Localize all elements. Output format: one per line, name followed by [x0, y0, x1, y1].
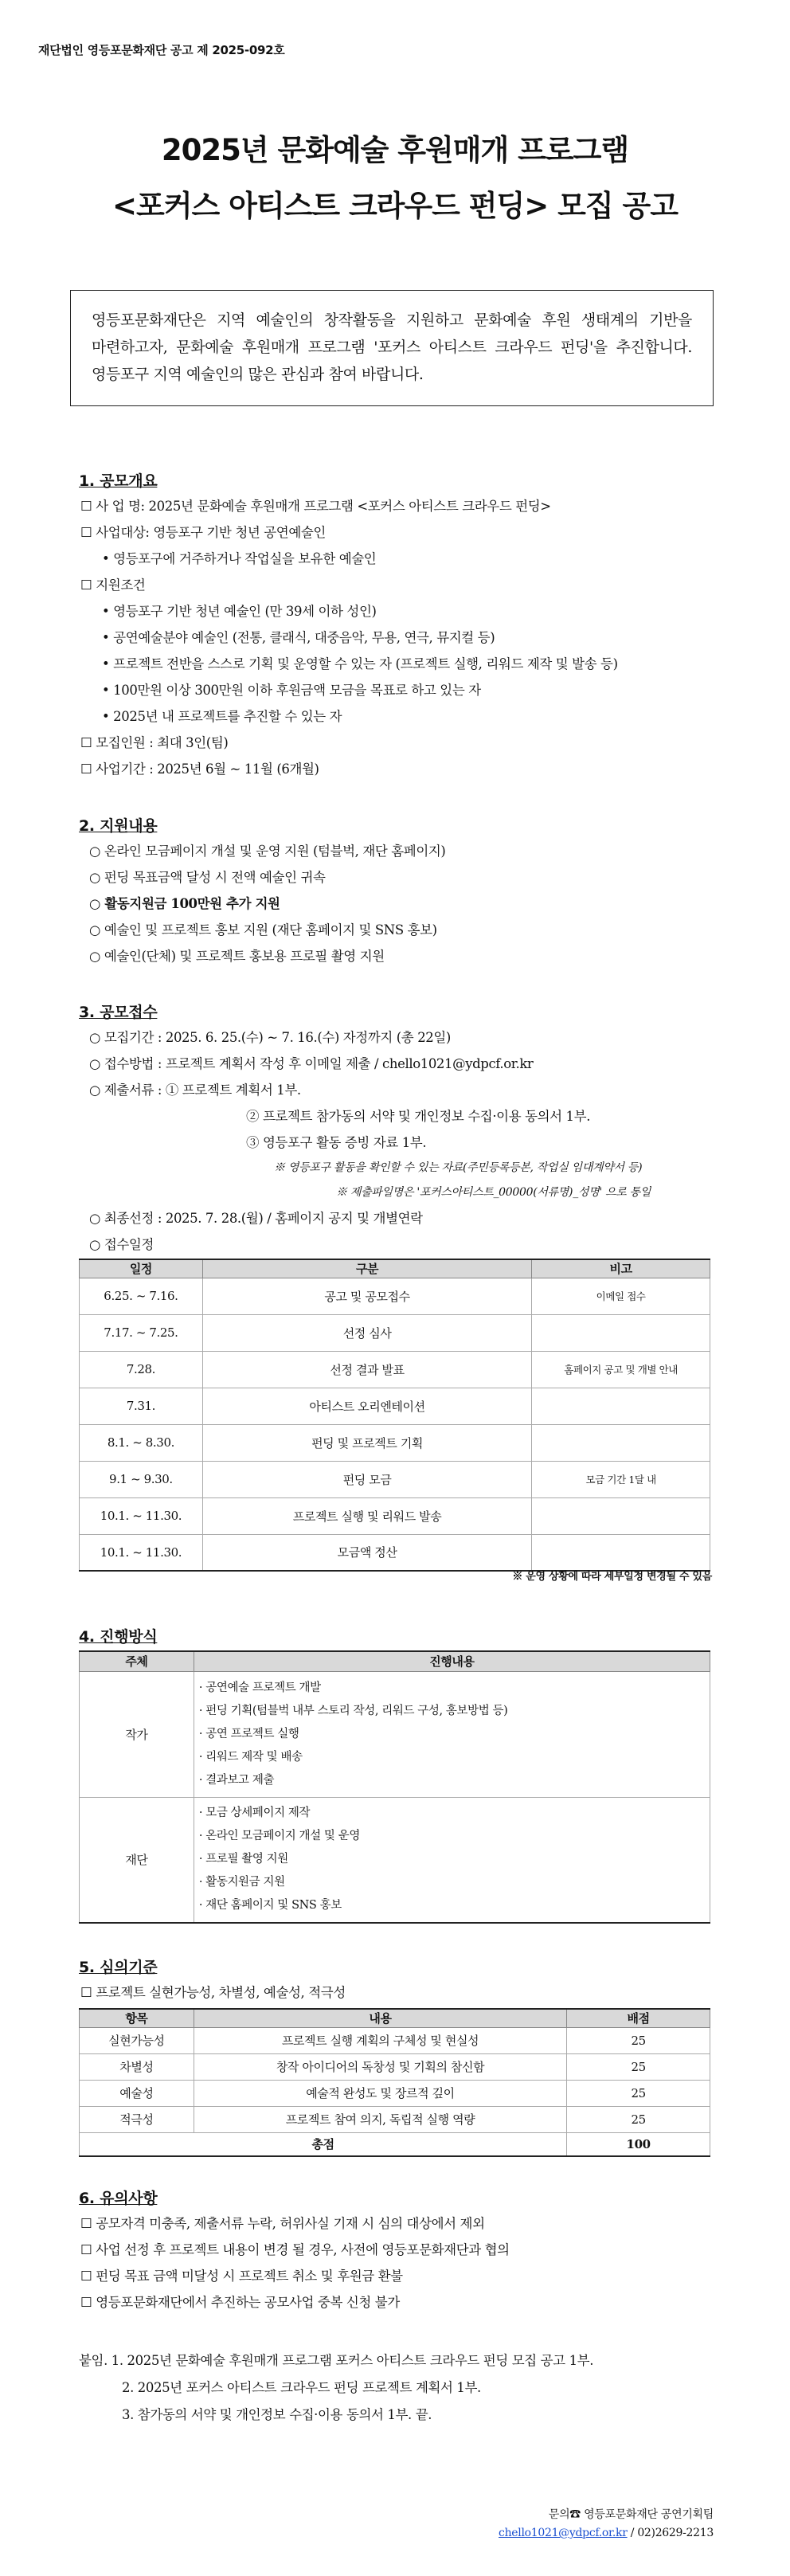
schedule-header: 비고	[532, 1259, 710, 1278]
process-table	[79, 1650, 710, 1924]
table-row	[80, 2027, 710, 2053]
contact-email-link[interactable]: chello1021@ydpcf.or.kr	[499, 2527, 628, 2539]
section-4-title: 4. 진행방식	[79, 1628, 158, 1646]
sec6-line: ☐ 공모자격 미충족, 제출서류 누락, 허위사실 기재 시 심의 대상에서 제외	[80, 2216, 485, 2231]
schedule-date: 7.31.	[80, 1388, 203, 1424]
criteria-header: 항목	[80, 2009, 194, 2027]
sec2-line: ○ 펀딩 목표금액 달성 시 전액 예술인 귀속	[89, 870, 326, 885]
list-item: · 활동지원금 지원	[198, 1876, 285, 1889]
table-row	[80, 1314, 710, 1351]
criteria-desc: 예술적 완성도 및 장르적 깊이	[194, 2080, 566, 2106]
schedule-item: 펀딩 모금	[202, 1461, 531, 1497]
sec1-line: • 2025년 내 프로젝트를 추진할 수 있는 자	[102, 709, 342, 724]
schedule-remark	[532, 1534, 710, 1571]
sec3-line: ○ 모집기간 : 2025. 6. 25.(수) ~ 7. 16.(수) 자정까지 (총 22일)	[89, 1030, 451, 1045]
schedule-date: 6.25. ~ 7.16.	[80, 1278, 203, 1314]
criteria-item: 차별성	[80, 2053, 194, 2080]
table-row	[80, 1534, 710, 1571]
list-item: · 재단 홈페이지 및 SNS 홍보	[198, 1899, 342, 1912]
notice-number: 재단법인 영등포문화재단 공고 제 2025-092호	[38, 43, 285, 57]
contact-details	[499, 2527, 714, 2539]
criteria-table	[79, 2008, 710, 2157]
table-row	[80, 1497, 710, 1534]
criteria-header: 배점	[567, 2009, 710, 2027]
criteria-total-value: 100	[567, 2132, 710, 2156]
process-header: 주체	[80, 1651, 194, 1671]
contact-line: 문의☎ 영등포문화재단 공연기획팀	[548, 2508, 714, 2521]
schedule-item: 펀딩 및 프로젝트 기획	[202, 1424, 531, 1461]
sec5-line: ☐ 프로젝트 실현가능성, 차별성, 예술성, 적극성	[80, 1985, 346, 2000]
contact-phone: / 02)2629-2213	[627, 2527, 714, 2539]
schedule-item: 아티스트 오리엔테이션	[202, 1388, 531, 1424]
sec1-line: • 공연예술분야 예술인 (전통, 클래식, 대중음악, 무용, 연극, 뮤지컬 등)	[102, 630, 495, 645]
schedule-item: 프로젝트 실행 및 리워드 발송	[202, 1497, 531, 1534]
attachment-line: 붙임. 1. 2025년 문화예술 후원매개 프로그램 포커스 아티스트 크라우드 펀딩 모집 공고 1부.	[79, 2353, 594, 2368]
table-row	[80, 2080, 710, 2106]
sec1-line: ☐ 사 업 명: 2025년 문화예술 후원매개 프로그램 <포커스 아티스트 크라우드 펀딩>	[80, 499, 551, 514]
page-title-line1: 2025년 문화예술 후원매개 프로그램	[161, 133, 629, 167]
sec2-line-highlight: ○ 활동지원금 100만원 추가 지원	[89, 896, 280, 911]
list-item: · 공연예술 프로젝트 개발	[198, 1681, 321, 1694]
schedule-item: 모금액 정산	[202, 1534, 531, 1571]
section-2-title: 2. 지원내용	[79, 817, 158, 835]
sec1-line: ☐ 사업기간 : 2025년 6월 ~ 11월 (6개월)	[80, 761, 319, 777]
table-row	[80, 1797, 710, 1923]
schedule-header: 일정	[80, 1259, 203, 1278]
schedule-remark	[532, 1314, 710, 1351]
schedule-date: 9.1 ~ 9.30.	[80, 1461, 203, 1497]
table-row	[80, 1671, 710, 1797]
sec6-line: ☐ 영등포문화재단에서 추진하는 공모사업 중복 신청 불가	[80, 2295, 400, 2310]
table-row	[80, 1351, 710, 1388]
schedule-item: 선정 심사	[202, 1314, 531, 1351]
section-5-title: 5. 심의기준	[79, 1959, 158, 1976]
sec1-line: ☐ 지원조건	[80, 577, 146, 593]
page-title-line2: <포커스 아티스트 크라우드 펀딩> 모집 공고	[111, 189, 679, 223]
schedule-remark: 모금 기간 1달 내	[532, 1461, 710, 1497]
process-items	[194, 1797, 710, 1923]
schedule-item: 선정 결과 발표	[202, 1351, 531, 1388]
sec6-line: ☐ 사업 선정 후 프로젝트 내용이 변경 될 경우, 사전에 영등포문화재단과 협의	[80, 2242, 510, 2257]
schedule-remark	[532, 1424, 710, 1461]
table-row	[80, 1424, 710, 1461]
table-row	[80, 2053, 710, 2080]
schedule-date: 7.28.	[80, 1351, 203, 1388]
sec6-line: ☐ 펀딩 목표 금액 미달성 시 프로젝트 취소 및 후원금 환불	[80, 2269, 403, 2284]
process-who: 재단	[80, 1797, 194, 1923]
sec1-line: ☐ 사업대상: 영등포구 기반 청년 공연예술인	[80, 525, 326, 540]
schedule-header: 구분	[202, 1259, 531, 1278]
schedule-remark	[532, 1388, 710, 1424]
criteria-item: 예술성	[80, 2080, 194, 2106]
sec2-line: ○ 온라인 모금페이지 개설 및 운영 지원 (텀블벅, 재단 홈페이지)	[89, 844, 446, 859]
table-row	[80, 1461, 710, 1497]
sec2-line: ○ 예술인 및 프로젝트 홍보 지원 (재단 홈페이지 및 SNS 홍보)	[89, 922, 437, 938]
table-row	[80, 1388, 710, 1424]
criteria-score: 25	[567, 2080, 710, 2106]
section-3-title: 3. 공모접수	[79, 1004, 158, 1021]
sec3-note: ※ 제출파일명은 '포커스아티스트_00000(서류명)_성명' 으로 통일	[336, 1186, 651, 1199]
sec3-line: ○ 최종선정 : 2025. 7. 28.(월) / 홈페이지 공지 및 개별연락	[89, 1211, 423, 1226]
criteria-total-label: 총점	[80, 2132, 567, 2156]
sec3-line: ② 프로젝트 참가동의 서약 및 개인정보 수집·이용 동의서 1부.	[246, 1109, 591, 1124]
list-item: · 펀딩 기획(텀블벅 내부 스토리 작성, 리워드 구성, 홍보방법 등)	[198, 1704, 508, 1717]
sec3-line: ○ 접수일정	[89, 1237, 154, 1252]
section-6-title: 6. 유의사항	[79, 2190, 158, 2207]
criteria-score: 25	[567, 2053, 710, 2080]
sec3-note: ※ 영등포구 활동을 확인할 수 있는 자료(주민등록등본, 작업실 임대계약서 등)	[274, 1161, 643, 1174]
schedule-date: 8.1. ~ 8.30.	[80, 1424, 203, 1461]
sec3-line: ○ 접수방법 : 프로젝트 계획서 작성 후 이메일 제출 / chello1021@ydpcf.or.kr	[89, 1056, 534, 1071]
sec1-line: • 프로젝트 전반을 스스로 기획 및 운영할 수 있는 자 (프로젝트 실행, 리워드 제작 및 발송 등)	[102, 656, 618, 671]
schedule-item: 공고 및 공모접수	[202, 1278, 531, 1314]
schedule-remark: 홈페이지 공고 및 개별 안내	[532, 1351, 710, 1388]
process-who: 작가	[80, 1671, 194, 1797]
sec1-line: • 영등포구 기반 청년 예술인 (만 39세 이하 성인)	[102, 604, 377, 619]
process-items	[194, 1671, 710, 1797]
schedule-date: 10.1. ~ 11.30.	[80, 1534, 203, 1571]
list-item: · 온라인 모금페이지 개설 및 운영	[198, 1830, 360, 1843]
schedule-remark	[532, 1497, 710, 1534]
criteria-desc: 프로젝트 실행 계획의 구체성 및 현실성	[194, 2027, 566, 2053]
list-item: · 모금 상세페이지 제작	[198, 1807, 311, 1820]
sec1-line: ☐ 모집인원 : 최대 3인(팀)	[80, 735, 229, 750]
schedule-table	[79, 1259, 710, 1572]
criteria-item: 실현가능성	[80, 2027, 194, 2053]
criteria-score: 25	[567, 2027, 710, 2053]
table-row	[80, 1278, 710, 1314]
sec3-line: ③ 영등포구 활동 증빙 자료 1부.	[246, 1135, 427, 1150]
sec3-line: ○ 제출서류 : ① 프로젝트 계획서 1부.	[89, 1082, 301, 1098]
criteria-desc: 프로젝트 참여 의지, 독립적 실행 역량	[194, 2106, 566, 2132]
schedule-remark: 이메일 접수	[532, 1278, 710, 1314]
process-header: 진행내용	[194, 1651, 710, 1671]
criteria-score: 25	[567, 2106, 710, 2132]
attachment-line: 3. 참가동의 서약 및 개인정보 수집·이용 동의서 1부. 끝.	[122, 2407, 432, 2422]
table-row	[80, 2106, 710, 2132]
list-item: · 리워드 제작 및 배송	[198, 1750, 303, 1764]
list-item: · 프로필 촬영 지원	[198, 1853, 288, 1866]
list-item: · 결과보고 제출	[198, 1773, 275, 1787]
list-item: · 공연 프로젝트 실행	[198, 1727, 299, 1740]
schedule-date: 7.17. ~ 7.25.	[80, 1314, 203, 1351]
criteria-item: 적극성	[80, 2106, 194, 2132]
section-1-title: 1. 공모개요	[79, 472, 158, 490]
criteria-desc: 창작 아이디어의 독창성 및 기획의 참신함	[194, 2053, 566, 2080]
table-row-total	[80, 2132, 710, 2156]
intro-box: 영등포문화재단은 지역 예술인의 창작활동을 지원하고 문화예술 후원 생태계의 기반을 마련하고자, 문화예술 후원매개 프로그램 '포커스 아티스트 크라우드 펀딩'을 추진합니다. 영등포구 지역 예술인의 많은 관심과 참여 바랍니다.	[70, 290, 714, 406]
schedule-note: ※ 운영 상황에 따라 세부일정 변경될 수 있음	[512, 1571, 712, 1583]
criteria-header: 내용	[194, 2009, 566, 2027]
attachment-line: 2. 2025년 포커스 아티스트 크라우드 펀딩 프로젝트 계획서 1부.	[122, 2380, 481, 2395]
sec2-line: ○ 예술인(단체) 및 프로젝트 홍보용 프로필 촬영 지원	[89, 949, 385, 964]
sec1-line: • 100만원 이상 300만원 이하 후원금액 모금을 목표로 하고 있는 자	[102, 683, 481, 698]
sec1-line: • 영등포구에 거주하거나 작업실을 보유한 예술인	[102, 551, 377, 566]
schedule-date: 10.1. ~ 11.30.	[80, 1497, 203, 1534]
